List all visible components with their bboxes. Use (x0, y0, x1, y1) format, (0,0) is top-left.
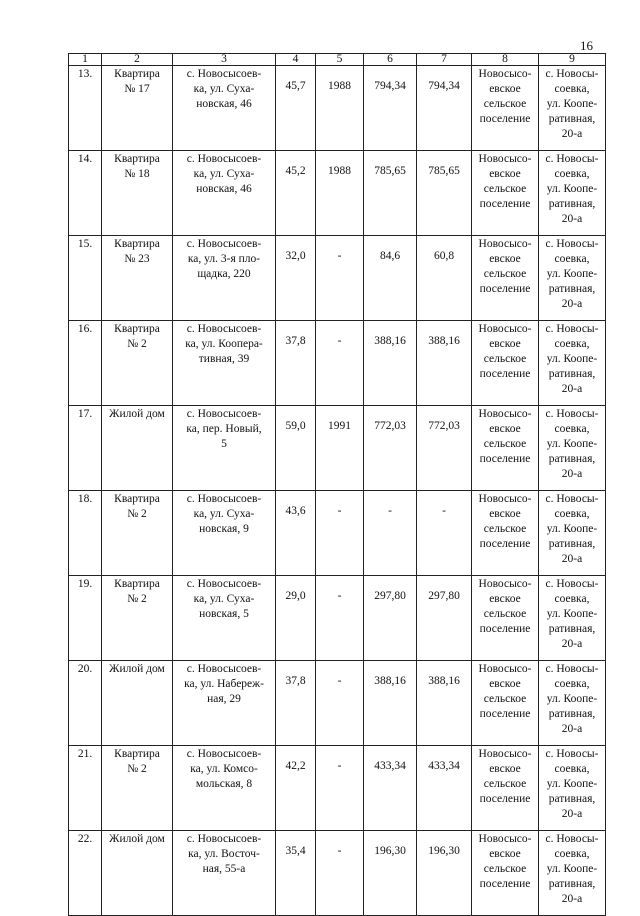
object-name: Жилой дом (102, 661, 173, 746)
area-value: 43,6 (276, 491, 316, 576)
object-name: Жилой дом (102, 406, 173, 491)
object-address: с. Новосысоев- ка, ул. Набереж- ная, 29 (173, 661, 276, 746)
settlement-name: Новосысо- евское сельское поселение (472, 491, 539, 576)
area-value: 37,8 (276, 661, 316, 746)
value-col-6: 433,34 (364, 746, 417, 831)
object-name: Квартира № 2 (102, 746, 173, 831)
value-col-6: 785,65 (364, 151, 417, 236)
settlement-name: Новосысо- евское сельское поселение (472, 151, 539, 236)
holder-address: с. Новосы- соевка, ул. Коопе- ративная, 20-а (539, 66, 606, 151)
year-value: 1991 (316, 406, 364, 491)
settlement-name: Новосысо- евское сельское поселение (472, 236, 539, 321)
holder-address: с. Новосы- соевка, ул. Коопе- ративная, 20-а (539, 321, 606, 406)
column-header: 7 (417, 54, 472, 66)
holder-address: с. Новосы- соевка, ул. Коопе- ративная, 20-а (539, 576, 606, 661)
table-row (69, 151, 606, 236)
column-header: 4 (276, 54, 316, 66)
object-address: с. Новосысоев- ка, ул. Восточ- ная, 55-а (173, 831, 276, 916)
row-number: 18. (69, 491, 102, 576)
object-address: с. Новосысоев- ка, ул. Комсо- мольская, 8 (173, 746, 276, 831)
settlement-name: Новосысо- евское сельское поселение (472, 576, 539, 661)
settlement-name: Новосысо- евское сельское поселение (472, 66, 539, 151)
value-col-7: 433,34 (417, 746, 472, 831)
year-value: - (316, 661, 364, 746)
object-address: с. Новосысоев- ка, ул. Коопера- тивная, 39 (173, 321, 276, 406)
object-address: с. Новосысоев- ка, ул. Суха- новская, 46 (173, 151, 276, 236)
year-value: - (316, 321, 364, 406)
settlement-name: Новосысо- евское сельское поселение (472, 406, 539, 491)
row-number: 22. (69, 831, 102, 916)
column-header: 1 (69, 54, 102, 66)
settlement-name: Новосысо- евское сельское поселение (472, 661, 539, 746)
value-col-7: 794,34 (417, 66, 472, 151)
table-row (69, 746, 606, 831)
value-col-7: 196,30 (417, 831, 472, 916)
column-header: 5 (316, 54, 364, 66)
value-col-7: 772,03 (417, 406, 472, 491)
year-value: - (316, 491, 364, 576)
value-col-6: - (364, 491, 417, 576)
area-value: 35,4 (276, 831, 316, 916)
object-address: с. Новосысоев- ка, пер. Новый, 5 (173, 406, 276, 491)
holder-address: с. Новосы- соевка, ул. Коопе- ративная, 20-а (539, 831, 606, 916)
holder-address: с. Новосы- соевка, ул. Коопе- ративная, 20-а (539, 661, 606, 746)
settlement-name: Новосысо- евское сельское поселение (472, 746, 539, 831)
area-value: 45,7 (276, 66, 316, 151)
column-header: 3 (173, 54, 276, 66)
object-name: Квартира № 18 (102, 151, 173, 236)
table-row (69, 66, 606, 151)
object-name: Квартира № 2 (102, 576, 173, 661)
value-col-6: 196,30 (364, 831, 417, 916)
row-number: 20. (69, 661, 102, 746)
value-col-6: 794,34 (364, 66, 417, 151)
object-address: с. Новосысоев- ка, ул. Суха- новская, 46 (173, 66, 276, 151)
holder-address: с. Новосы- соевка, ул. Коопе- ративная, 20-а (539, 406, 606, 491)
year-value: - (316, 236, 364, 321)
table-row (69, 661, 606, 746)
row-number: 15. (69, 236, 102, 321)
object-name: Квартира № 2 (102, 321, 173, 406)
value-col-7: 297,80 (417, 576, 472, 661)
holder-address: с. Новосы- соевка, ул. Коопе- ративная, 20-а (539, 151, 606, 236)
value-col-7: 388,16 (417, 321, 472, 406)
value-col-6: 388,16 (364, 661, 417, 746)
table-row (69, 491, 606, 576)
column-header: 6 (364, 54, 417, 66)
row-number: 14. (69, 151, 102, 236)
object-address: с. Новосысоев- ка, ул. Суха- новская, 5 (173, 576, 276, 661)
value-col-6: 772,03 (364, 406, 417, 491)
object-name: Жилой дом (102, 831, 173, 916)
year-value: - (316, 831, 364, 916)
table-row (69, 831, 606, 916)
table-header-row (69, 54, 606, 66)
area-value: 45,2 (276, 151, 316, 236)
area-value: 42,2 (276, 746, 316, 831)
column-header: 2 (102, 54, 173, 66)
area-value: 59,0 (276, 406, 316, 491)
row-number: 21. (69, 746, 102, 831)
object-address: с. Новосысоев- ка, ул. 3-я пло- щадка, 220 (173, 236, 276, 321)
settlement-name: Новосысо- евское сельское поселение (472, 831, 539, 916)
year-value: - (316, 746, 364, 831)
value-col-7: 60,8 (417, 236, 472, 321)
property-table (68, 53, 606, 916)
table-row (69, 406, 606, 491)
object-name: Квартира № 23 (102, 236, 173, 321)
row-number: 19. (69, 576, 102, 661)
area-value: 29,0 (276, 576, 316, 661)
table-row (69, 576, 606, 661)
table-row (69, 321, 606, 406)
holder-address: с. Новосы- соевка, ул. Коопе- ративная, 20-а (539, 491, 606, 576)
area-value: 37,8 (276, 321, 316, 406)
value-col-6: 84,6 (364, 236, 417, 321)
value-col-6: 297,80 (364, 576, 417, 661)
object-name: Квартира № 17 (102, 66, 173, 151)
year-value: 1988 (316, 151, 364, 236)
value-col-6: 388,16 (364, 321, 417, 406)
area-value: 32,0 (276, 236, 316, 321)
object-address: с. Новосысоев- ка, ул. Суха- новская, 9 (173, 491, 276, 576)
column-header: 9 (539, 54, 606, 66)
year-value: - (316, 576, 364, 661)
holder-address: с. Новосы- соевка, ул. Коопе- ративная, 20-а (539, 236, 606, 321)
column-header: 8 (472, 54, 539, 66)
page-number: 16 (580, 38, 593, 53)
value-col-7: 785,65 (417, 151, 472, 236)
table-row (69, 236, 606, 321)
table-body (69, 54, 606, 916)
object-name: Квартира № 2 (102, 491, 173, 576)
holder-address: с. Новосы- соевка, ул. Коопе- ративная, 20-а (539, 746, 606, 831)
row-number: 13. (69, 66, 102, 151)
value-col-7: - (417, 491, 472, 576)
value-col-7: 388,16 (417, 661, 472, 746)
row-number: 16. (69, 321, 102, 406)
settlement-name: Новосысо- евское сельское поселение (472, 321, 539, 406)
row-number: 17. (69, 406, 102, 491)
year-value: 1988 (316, 66, 364, 151)
